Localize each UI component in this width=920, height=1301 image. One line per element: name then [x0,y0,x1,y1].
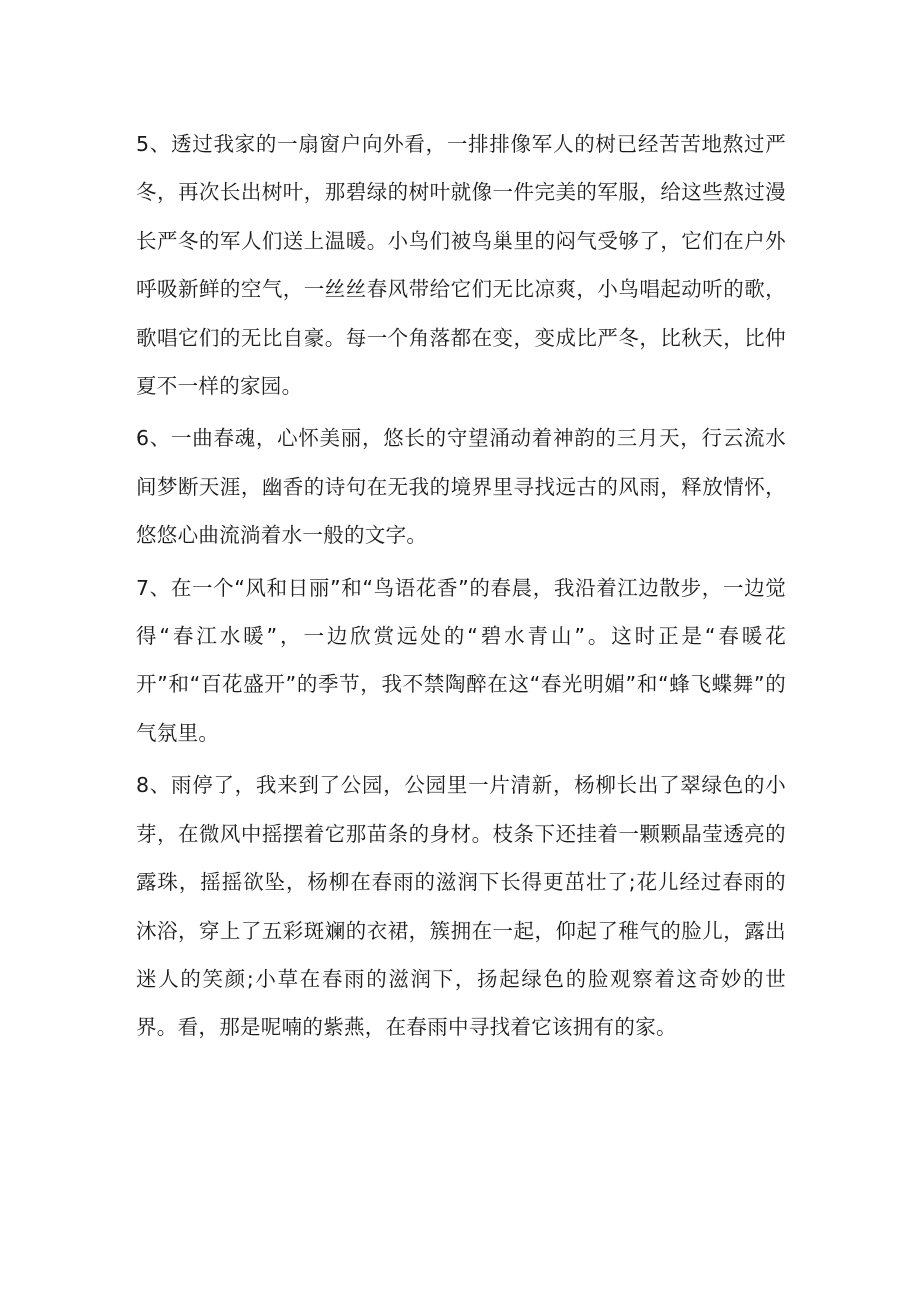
paragraph-number: 7、 [136,575,171,600]
paragraph-text: 雨停了，我来到了公园，公园里一片清新，杨柳长出了翠绿色的小芽，在微风中摇摆着它那苗条的身材。枝条下还挂着一颗颗晶莹透亮的露珠，摇摇欲坠，杨柳在春雨的滋润下长得更茁壮了;花儿经过春雨的沐浴，穿上了五彩斑斓的衣裙，簇拥在一起，仰起了稚气的脸儿，露出迷人的笑颜;小草在春雨的滋润下，扬起绿色的脸观察着这奇妙的世界。看，那是呢喃的紫燕，在春雨中寻找着它该拥有的家。 [136,773,786,1040]
paragraph-7 [136,564,786,758]
paragraph-6 [136,414,786,559]
paragraph-text: 透过我家的一扇窗户向外看，一排排像军人的树已经苦苦地熬过严冬，再次长出树叶，那碧绿的树叶就像一件完美的军服，给这些熬过漫长严冬的军人们送上温暖。小鸟们被鸟巢里的闷气受够了，它们在户外呼吸新鲜的空气，一丝丝春风带给它们无比凉爽，小鸟唱起动听的歌，歌唱它们的无比自豪。每一个角落都在变，变成比严冬，比秋天，比仲夏不一样的家园。 [136,132,786,399]
paragraph-text: 在一个“风和日丽”和“鸟语花香”的春晨，我沿着江边散步，一边觉得“春江水暖”，一边欣赏远处的“碧水青山”。这时正是“春暖花开”和“百花盛开”的季节，我不禁陶醉在这“春光明媚”和“蜂飞蝶舞”的气氛里。 [136,575,786,745]
paragraph-number: 8、 [136,773,171,798]
paragraph-number: 6、 [136,426,171,451]
paragraph-number: 5、 [136,132,171,156]
paragraph-8 [136,761,786,1051]
document-body [136,120,786,1056]
paragraph-5 [136,120,786,410]
paragraph-text: 一曲春魂，心怀美丽，悠长的守望涌动着神韵的三月天，行云流水间梦断天涯，幽香的诗句在无我的境界里寻找远古的风雨，释放情怀，悠悠心曲流淌着水一般的文字。 [136,426,786,548]
